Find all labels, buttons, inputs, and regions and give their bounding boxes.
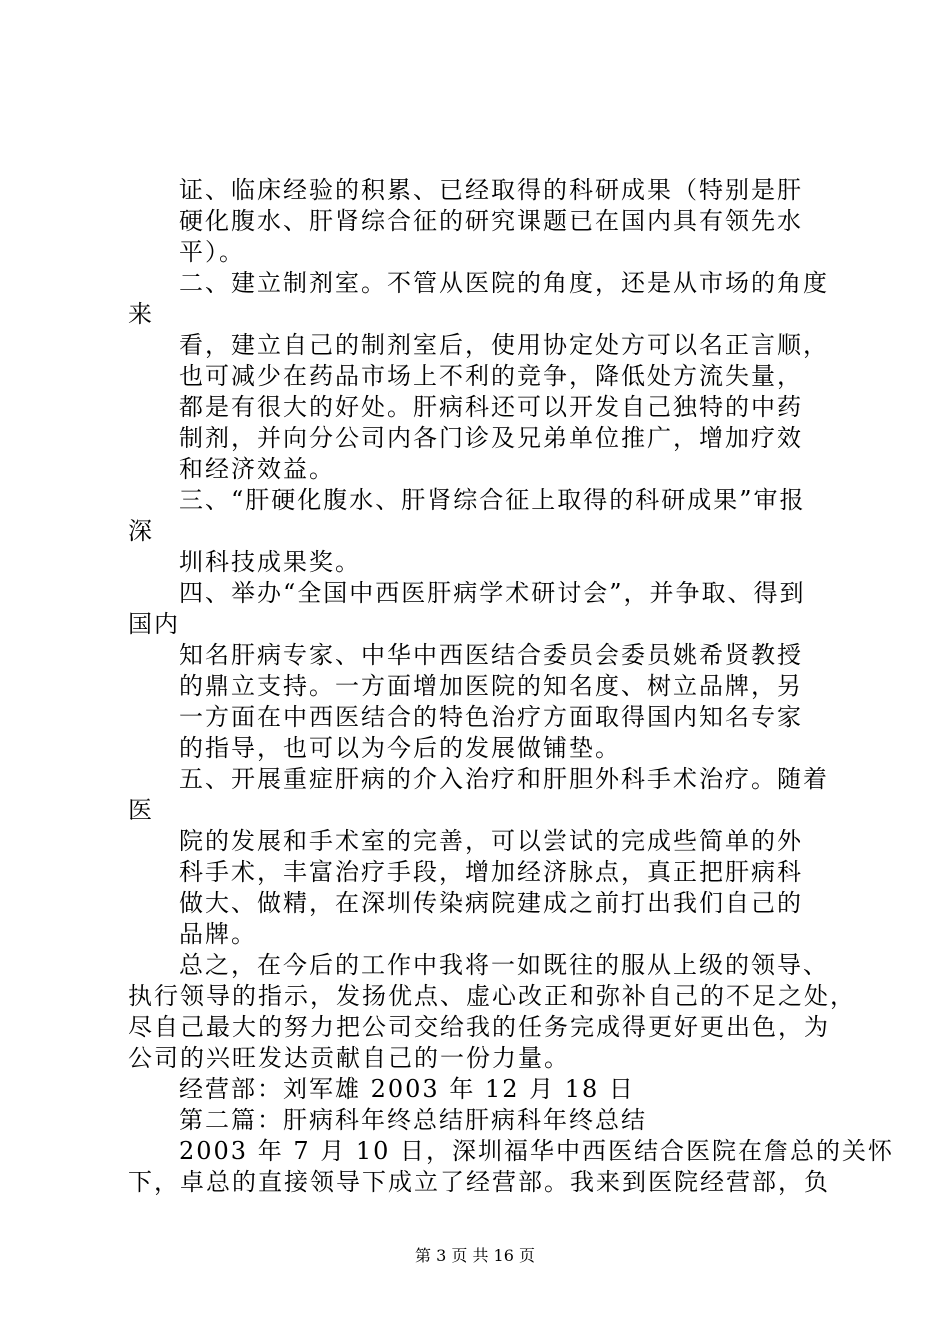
text-line: 深 <box>128 517 154 545</box>
text-line: 也可减少在药品市场上不利的竞争，降低处方流失量， <box>179 362 803 390</box>
text-line: 都是有很大的好处。肝病科还可以开发自己独特的中药 <box>179 393 803 421</box>
text-line: 四、举办“全国中西医肝病学术研讨会”，并争取、得到 <box>179 579 806 607</box>
text-line: 硬化腹水、肝肾综合征的研究课题已在国内具有领先水 <box>179 207 803 235</box>
text-line: 的鼎立支持。一方面增加医院的知名度、树立品牌，另 <box>179 672 803 700</box>
text-line: 尽自己最大的努力把公司交给我的任务完成得更好更出色，为 <box>128 1013 830 1041</box>
text-line: 科手术，丰富治疗手段，增加经济脉点，真正把肝病科 <box>179 858 803 886</box>
text-line: 品牌。 <box>179 920 257 948</box>
text-line: 来 <box>128 300 154 328</box>
text-line: 平）。 <box>179 238 245 266</box>
text-line: 下，卓总的直接领导下成立了经营部。我来到医院经营部，负 <box>128 1168 830 1196</box>
section-heading: 第二篇：肝病科年终总结肝病科年终总结 <box>179 1106 647 1134</box>
text-line: 三、“肝硬化腹水、肝肾综合征上取得的科研成果”审报 <box>179 486 806 514</box>
text-line: 2003 年 7 月 10 日，深圳福华中西医结合医院在詹总的关怀 <box>179 1137 895 1165</box>
text-line: 证、临床经验的积累、已经取得的科研成果（特别是肝 <box>179 176 803 204</box>
text-line: 的指导，也可以为今后的发展做铺垫。 <box>179 734 621 762</box>
text-line: 做大、做精，在深圳传染病院建成之前打出我们自己的 <box>179 889 803 917</box>
signature-line: 经营部：刘军雄 2003 年 12 月 18 日 <box>179 1075 635 1103</box>
text-line: 和经济效益。 <box>179 455 335 483</box>
text-line: 国内 <box>128 610 180 638</box>
text-line: 公司的兴旺发达贡献自己的一份力量。 <box>128 1044 570 1072</box>
text-line: 知名肝病专家、中华中西医结合委员会委员姚希贤教授 <box>179 641 803 669</box>
text-line: 二、建立制剂室。不管从医院的角度，还是从市场的角度 <box>179 269 829 297</box>
text-line: 医 <box>128 796 154 824</box>
text-line: 看，建立自己的制剂室后，使用协定处方可以名正言顺， <box>179 331 829 359</box>
text-line: 一方面在中西医结合的特色治疗方面取得国内知名专家 <box>179 703 803 731</box>
text-line: 院的发展和手术室的完善，可以尝试的完成些简单的外 <box>179 827 803 855</box>
text-line: 五、开展重症肝病的介入治疗和肝胆外科手术治疗。随着 <box>179 765 829 793</box>
text-line: 圳科技成果奖。 <box>179 548 361 576</box>
text-line: 总之，在今后的工作中我将一如既往的服从上级的领导、 <box>179 951 829 979</box>
page-number-footer: 第 3 页 共 16 页 <box>415 1246 535 1265</box>
text-line: 执行领导的指示，发扬优点、虚心改正和弥补自己的不足之处， <box>128 982 856 1010</box>
text-line: 制剂，并向分公司内各门诊及兄弟单位推广，增加疗效 <box>179 424 803 452</box>
